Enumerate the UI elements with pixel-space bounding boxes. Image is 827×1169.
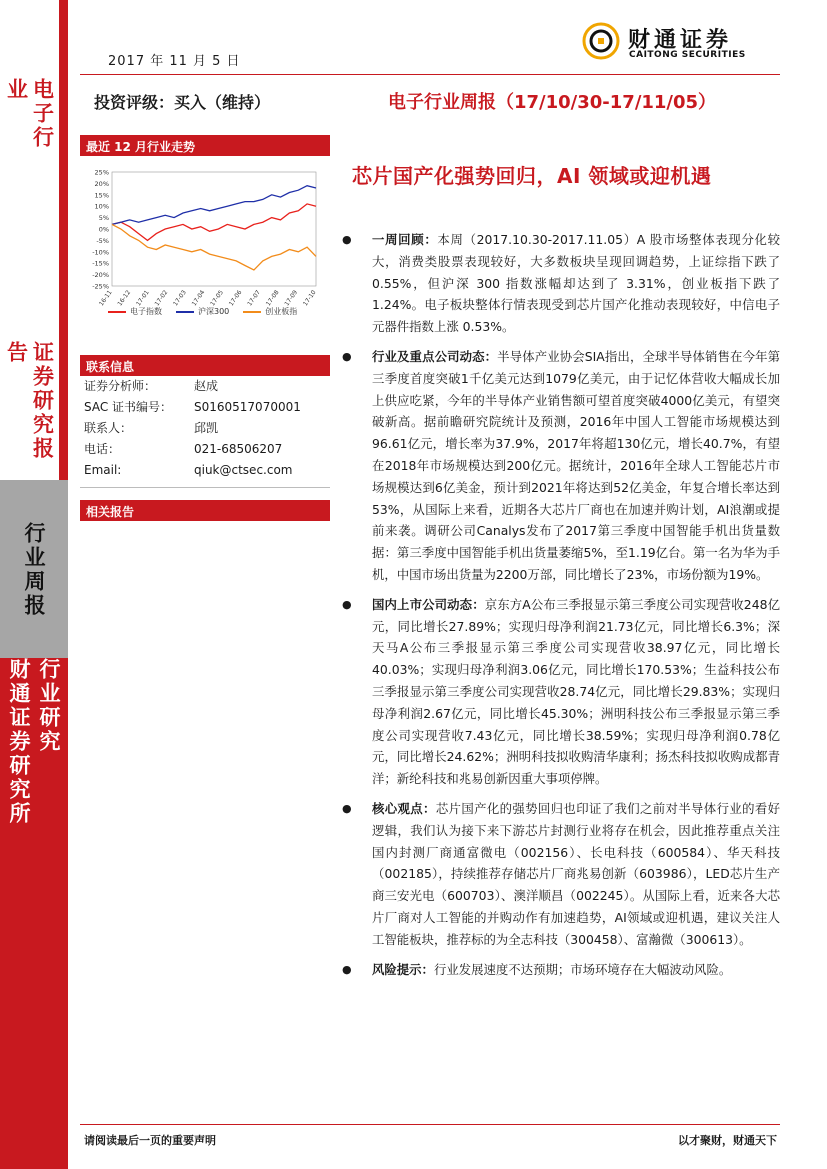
x-tick-label: 17-10 [301, 289, 318, 308]
y-tick-label: 0% [98, 225, 109, 234]
legend-swatch [243, 311, 261, 313]
contact-value: S0160517070001 [194, 399, 301, 414]
bullet-lead: 风险提示： [372, 961, 434, 977]
investment-rating: 投资评级：买入（维持） [94, 93, 271, 112]
side-band-top [0, 0, 68, 480]
bullet-industry-news [338, 346, 780, 586]
bullet-core-view [338, 798, 780, 951]
x-tick-label: 17-03 [172, 289, 188, 308]
bullet-text: 京东方A公布三季报显示第三季度公司实现营收248亿元，同比增长27.89%；实现归母净利润21.73亿元，同比增长6.3%；深天马A公布三季报显示第三季度公司实现营收38.97亿元，同比增长40.03%；实现归母净利润3.06亿元，同比增长170.53%；生益科技公布三季报显示第三季度公司实现营收28.74亿元，同比增长29.83%；实现归母净利润2.67亿元，同比增长45.30%；洲明科技公布三季报显示第三季度公司实现营收7.43亿元，同比增长38.59%；实现归母净利润0.78亿元，同比增长24.62%；洲明科技拟收购清华康利；扬杰科技拟收购成都青洋；新纶科技和兆易创新因重大事项停牌。 [372, 596, 780, 787]
x-tick-label: 17-04 [190, 289, 207, 308]
x-tick-label: 17-01 [134, 289, 151, 308]
section-header-related: 相关报告 [80, 500, 330, 521]
contact-label: 证券分析师： [84, 379, 157, 393]
y-tick-label: 10% [94, 202, 109, 211]
contact-label: SAC 证书编号： [84, 400, 173, 414]
logo-text-cn: 财通证券 [628, 28, 733, 53]
bullet-lead: 核心观点： [372, 800, 436, 816]
bullet-lead: 国内上市公司动态： [372, 596, 485, 612]
x-tick-label: 17-09 [283, 289, 300, 308]
y-tick-label: 20% [94, 179, 109, 188]
bullet-dot-icon: ● [342, 597, 352, 611]
side-band-bottom [0, 658, 68, 1169]
headline: 芯片国产化强势回归，AI 领域或迎机遇 [352, 164, 712, 188]
y-tick-label: -5% [96, 236, 109, 245]
side-label-report-type: 证券研究报告 [4, 340, 55, 461]
legend-swatch [108, 311, 126, 313]
bullet-dot-icon: ● [342, 962, 352, 976]
section-header-contact: 联系信息 [80, 355, 330, 376]
side-band [0, 0, 68, 1169]
bullet-dot-icon: ● [342, 233, 352, 246]
bullet-lead: 一周回顾： [372, 232, 438, 247]
summary-bullets [338, 229, 780, 980]
contact-info [84, 375, 330, 480]
x-tick-label: 17-05 [209, 289, 225, 308]
y-tick-label: 5% [98, 214, 109, 223]
report-title: 电子行业周报（17/10/30-17/11/05） [388, 92, 717, 113]
y-tick-label: -20% [92, 271, 109, 280]
x-tick-label: 17-07 [246, 289, 263, 308]
side-label-research: 行业研究 [37, 658, 61, 754]
contact-row [84, 375, 330, 396]
logo-mark-icon [582, 22, 620, 60]
x-tick-label: 17-06 [227, 289, 244, 308]
contact-label: Email: [84, 462, 122, 477]
chart-legend [108, 306, 318, 317]
header-divider [80, 74, 780, 75]
legend-item [108, 306, 162, 317]
y-tick-label: -25% [92, 282, 109, 291]
x-tick-label: 17-02 [153, 289, 170, 308]
bullet-dot-icon: ● [342, 349, 352, 363]
series-line-1 [112, 186, 316, 225]
bullet-text: 芯片国产化的强势回归也印证了我们之前对半导体行业的看好逻辑，我们认为接下来下游芯片封测行业将存在机会，因此推荐重点关注国内封测厂商通富微电（002156）、长电科技（600584）、华天科技（002185），持续推荐存储芯片厂商兆易创新（603986），LED芯片生产商三安光电（600703）、澳洋顺昌（002245）。从国际上看，近来各大芯片厂商对人工智能的并购动作有加速趋势，AI领域或迎机遇，建议关注人工智能板块，推荐标的为全志科技（300458）、富瀚微（300613）。 [372, 800, 781, 947]
contact-value: qiuk@ctsec.com [194, 462, 293, 477]
bullet-text: 本周（2017.10.30-2017.11.05）A 股市场整体表现分化较大，消费类股票表现较好，大多数板块呈现回调趋势，上证综指下跌了 0.55%，但沪深 300 指数涨幅却达到了 3.31%，创业板指下跌了 1.24%。电子板块整体行情表现受到芯片国产化推动表现较好，中信电子元器件指数上涨 0.53%。 [372, 232, 780, 335]
legend-label: 创业板指 [265, 307, 298, 316]
legend-item [176, 306, 229, 317]
legend-label: 电子指数 [130, 307, 162, 316]
contact-row [84, 459, 330, 480]
side-label-institute: 财通证券研究所 [7, 658, 31, 826]
x-tick-label: 16-11 [97, 289, 114, 308]
y-tick-label: -15% [92, 259, 109, 268]
contact-value: 邱凯 [194, 421, 219, 435]
x-tick-label: 16-12 [116, 289, 133, 308]
chart-plot-area [112, 172, 316, 286]
side-band-middle [0, 480, 68, 658]
bullet-dot-icon: ● [342, 801, 352, 815]
report-date: 2017 年 11 月 5 日 [108, 54, 241, 69]
bullet-text: 行业发展速度不达预期；市场环境存在大幅波动风险。 [433, 961, 732, 977]
contact-value: 021-68506207 [194, 441, 283, 456]
bullet-weekly-review [338, 229, 780, 338]
y-tick-label: 25% [94, 168, 109, 177]
bullet-risk [338, 959, 780, 981]
footer-disclaimer-note: 请阅读最后一页的重要声明 [84, 1134, 216, 1147]
industry-trend-chart [80, 160, 330, 330]
y-tick-label: 15% [94, 191, 109, 200]
logo-text-en: CAITONG SECURITIES [629, 50, 746, 60]
contact-row [84, 396, 330, 417]
series-line-2 [112, 224, 316, 270]
contact-row [84, 417, 330, 438]
contact-label: 电话： [84, 442, 121, 456]
company-logo [582, 22, 782, 66]
bullet-lead: 行业及重点公司动态： [372, 348, 498, 364]
x-tick-label: 17-08 [264, 289, 281, 308]
contact-label: 联系人： [84, 421, 133, 435]
section-header-trend: 最近 12 月行业走势 [80, 135, 330, 156]
bullet-text: 半导体产业协会SIA指出，全球半导体销售在今年第三季度首度突破1千亿美元达到1079亿美元，由于记忆体营收大幅成长加上供应吃紧，今年的半导体产业销售额可望首度突破4000亿美元，有望突破新高。据前瞻研究院统计及预测，2016年中国人工智能市场规模达到96.61亿元，增长率为37.9%，2017年将超130亿元，增长40.7%，有望在2018年市场规模达到200亿元。据统计，2016年全球人工智能芯片市场规模达到6亿美金，预计到2021年将达到52亿美金，年复合增长率达到53%，从国际上来看，近期各大芯片厂商也在加速并购计划，AI浪潮或提前来袭。调研公司Canalys发布了2017第三季度中国智能手机出货量数据：第三季度中国智能手机出货量萎缩5%，至1.19亿台。第一名为华为手机，中国市场出货量为2200万部，同比增长了23%，市场份额为19%。 [372, 348, 781, 582]
side-label-industry: 电子行业 [4, 78, 55, 150]
contact-divider [80, 487, 330, 488]
legend-label: 沪深300 [198, 307, 230, 316]
contact-row [84, 438, 330, 459]
legend-swatch [176, 311, 194, 313]
bullet-listed-companies [338, 594, 780, 790]
footer-slogan: 以才聚财，财通天下 [678, 1134, 777, 1147]
contact-value: 赵成 [194, 379, 219, 393]
legend-item [243, 306, 297, 317]
footer-divider [80, 1124, 780, 1125]
y-tick-label: -10% [92, 248, 109, 257]
side-label-weekly: 行业周报 [22, 522, 46, 618]
